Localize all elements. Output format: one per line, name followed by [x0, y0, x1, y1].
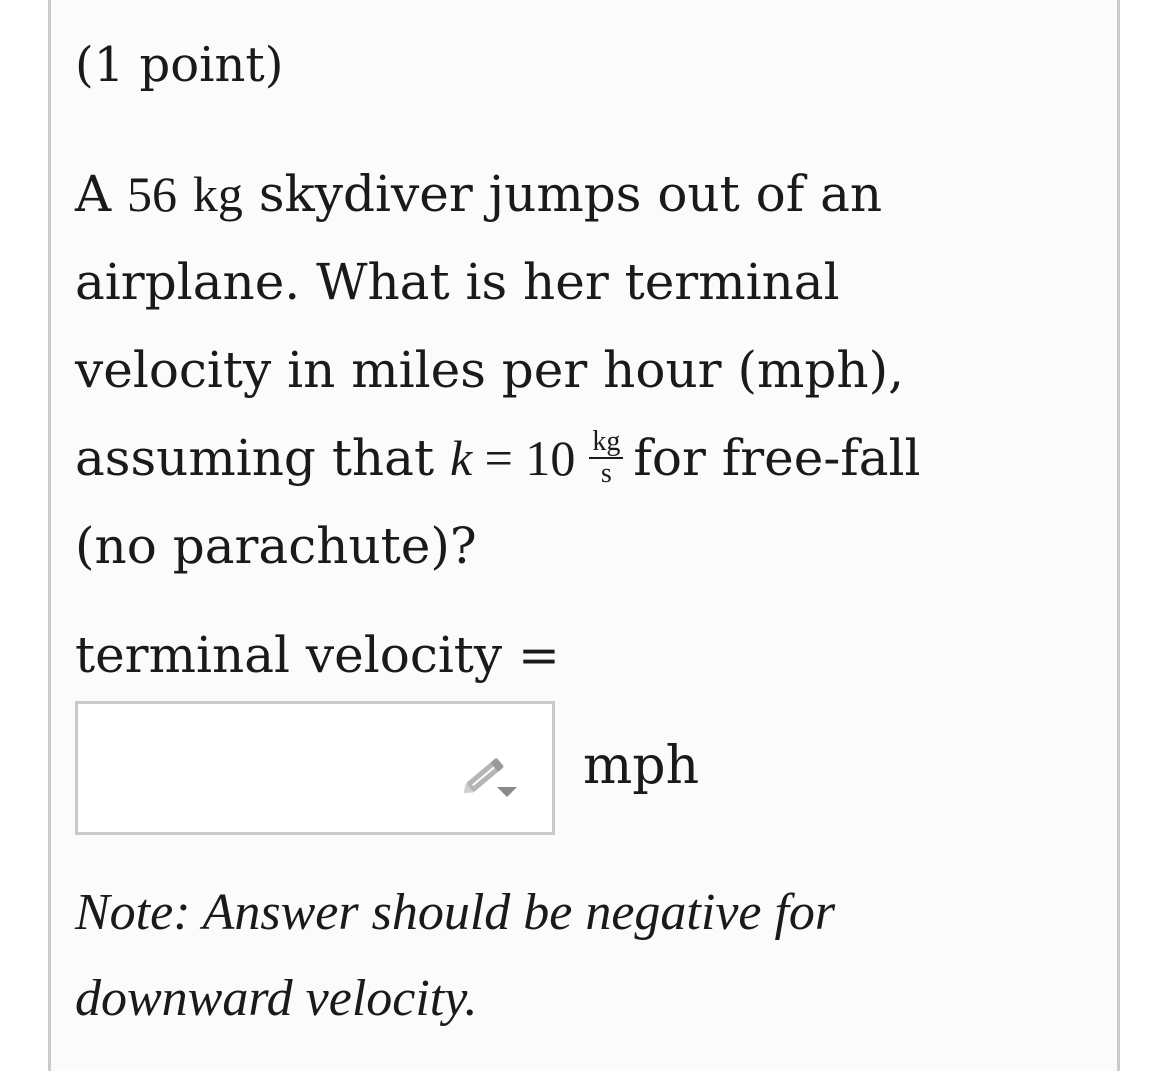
note [75, 870, 1005, 1042]
problem-text-prefix: A [75, 165, 128, 223]
equals-sign: = [472, 430, 526, 486]
assuming-text: assuming that [75, 429, 450, 487]
problem-line-3: velocity in miles per hour (mph), [75, 341, 905, 399]
problem-text-rest: skydiver jumps out of an [242, 165, 883, 223]
note-line-2: downward velocity. [75, 970, 478, 1027]
mass-unit: kg [192, 166, 243, 222]
k-symbol: k [449, 430, 473, 486]
problem-line-4 [75, 414, 1005, 502]
answer-label: terminal velocity = [75, 626, 560, 684]
points-label: (1 point) [75, 37, 284, 93]
unit-label: mph [583, 736, 700, 796]
note-line-1: Note: Answer should be negative for [75, 884, 836, 941]
mass-value: 56 [127, 166, 178, 222]
k-value: 10 [525, 430, 576, 486]
problem-line-1 [75, 150, 1005, 238]
problem-line-2: airplane. What is her terminal [75, 253, 840, 311]
problem-text [75, 150, 1005, 590]
fraction-numerator: kg [589, 427, 623, 459]
problem-line-5: (no parachute)? [75, 517, 477, 575]
pencil-icon[interactable] [457, 743, 521, 803]
fraction-denominator: s [600, 458, 612, 489]
free-fall-text: for free-fall [633, 429, 921, 487]
unit-fraction [589, 427, 623, 489]
